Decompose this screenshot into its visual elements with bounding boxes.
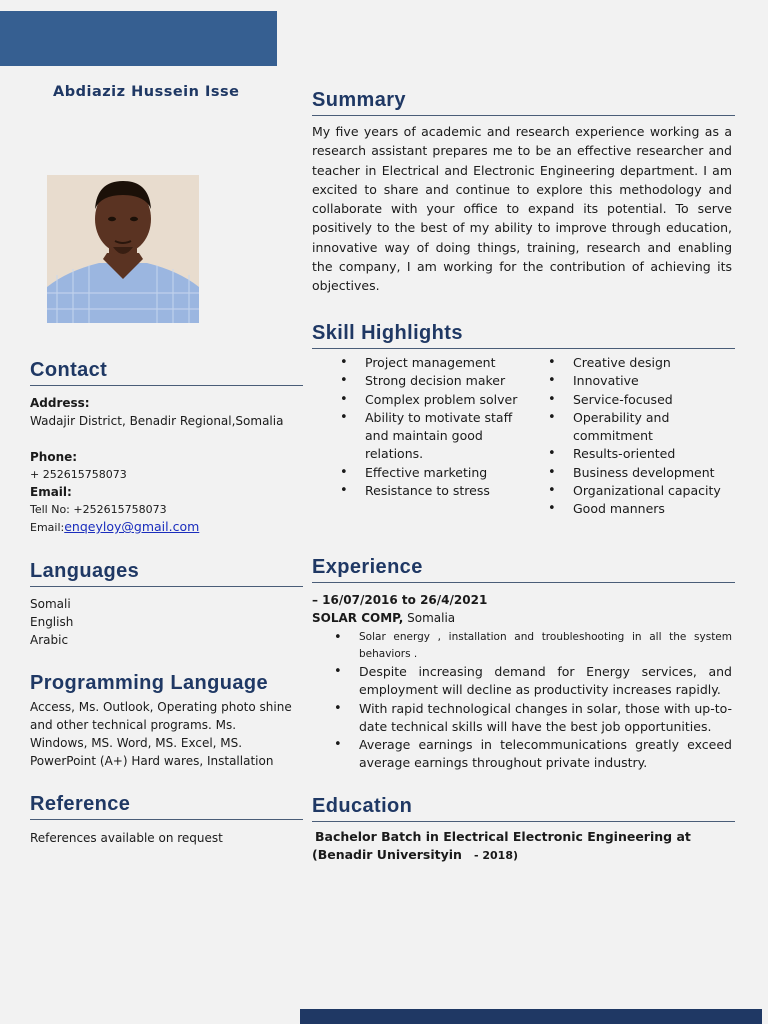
address-value: Wadajir District, Benadir Regional,Somalia: [30, 414, 284, 428]
email-line: [30, 518, 303, 536]
programming-text: Access, Ms. Outlook, Operating photo shine and other technical programs. Ms. Windows, MS. Word, MS. Excel, MS. PowerPoint (A+) Hard wares, Installation: [30, 700, 292, 768]
skills-section: [312, 321, 735, 519]
skills-title: Skill Highlights: [312, 322, 463, 344]
language-item: Somali: [30, 597, 71, 611]
skill-item: • Results-oriented: [548, 445, 735, 463]
skill-item: • Creative design: [548, 354, 735, 372]
email-label: Email:: [30, 485, 72, 499]
tell-line: Tell No: +252615758073: [30, 503, 167, 516]
skills-divider: [312, 348, 735, 349]
programming-title: Programming Language: [30, 672, 269, 694]
contact-title: Contact: [30, 359, 108, 381]
language-item: English: [30, 615, 74, 629]
reference-divider: [30, 819, 303, 820]
skills-columns: [312, 354, 735, 519]
skill-item: • Resistance to stress: [340, 482, 520, 500]
reference-text: References available on request: [30, 831, 223, 845]
footer-accent-bar: [300, 1009, 762, 1024]
education-school: (Benadir Universityin: [312, 847, 462, 862]
languages-divider: [30, 586, 303, 587]
candidate-name: Abdiaziz Hussein Isse: [53, 84, 240, 100]
education-section: [312, 794, 735, 865]
skill-item: • Effective marketing: [340, 464, 520, 482]
programming-section: [30, 671, 305, 770]
skill-item: • Ability to motivate staff and maintain good relations.: [340, 409, 520, 464]
skill-item: • Business development: [548, 464, 735, 482]
languages-title: Languages: [30, 560, 140, 582]
email-prefix: Email:: [30, 521, 65, 534]
education-year: - 2018): [473, 849, 519, 862]
language-item: Arabic: [30, 633, 69, 647]
reference-title: Reference: [30, 793, 131, 815]
contact-divider: [30, 385, 303, 386]
skill-item: • Service-focused: [548, 391, 735, 409]
skill-item: • Innovative: [548, 372, 735, 390]
experience-section: [312, 555, 735, 773]
profile-photo: [47, 175, 199, 323]
languages-section: [30, 559, 303, 649]
experience-bullet: • Solar energy , installation and troubleshooting in all the system behaviors .: [334, 629, 732, 663]
experience-bullet: • Despite increasing demand for Energy services, and employment will decline as productivity increases rapidly.: [334, 663, 732, 700]
experience-title: Experience: [312, 556, 423, 578]
reference-section: [30, 792, 303, 847]
skills-list-left: [340, 354, 548, 519]
skill-item: • Good manners: [548, 500, 735, 518]
summary-title: Summary: [312, 89, 406, 111]
languages-list: [30, 595, 303, 649]
address-label: Address:: [30, 396, 90, 410]
profile-photo-illustration: [47, 175, 199, 323]
experience-bullet: • Average earnings in telecommunications greatly exceed average earnings throughout private industry.: [334, 736, 732, 773]
skill-item: • Operability and commitment: [548, 409, 678, 446]
experience-dates: – 16/07/2016 to 26/4/2021: [312, 593, 488, 607]
skill-item: • Strong decision maker: [340, 372, 520, 390]
skills-list-right: [548, 354, 735, 519]
summary-text: My five years of academic and research experience working as a research assistant prepares me to be an effective researcher and teacher in Electrical and Electronic Engineering department. I am excited to share and continue to explore this methodology and collaborate with your office to expand its potential. To serve positively to the best of my ability to improve through education, innovative way of doing things, training, research and enabling the company, I am working for the contribution of achieving its objectives.: [312, 124, 732, 294]
header-accent-bar: [0, 11, 277, 66]
skill-item: • Complex problem solver: [340, 391, 520, 409]
education-school-line: [312, 846, 735, 865]
experience-location: Somalia: [403, 611, 456, 625]
education-degree: Bachelor Batch in Electrical Electronic Engineering at: [315, 829, 691, 844]
experience-company: SOLAR COMP,: [312, 611, 404, 625]
summary-divider: [312, 115, 735, 116]
skill-item: • Organizational capacity: [548, 482, 735, 500]
education-divider: [312, 821, 735, 822]
experience-divider: [312, 582, 735, 583]
education-title: Education: [312, 795, 413, 817]
skill-item: • Project management: [340, 354, 520, 372]
phone-label: Phone:: [30, 450, 78, 464]
experience-bullets: [334, 629, 732, 773]
experience-company-line: [312, 609, 735, 627]
summary-section: [312, 88, 735, 296]
email-link[interactable]: enqeyloy@gmail.com: [64, 519, 200, 534]
contact-section: [30, 358, 303, 536]
phone-value: + 252615758073: [30, 468, 127, 481]
experience-bullet: • With rapid technological changes in solar, those with up-to-date technical skills will have the best job opportunities.: [334, 700, 732, 737]
